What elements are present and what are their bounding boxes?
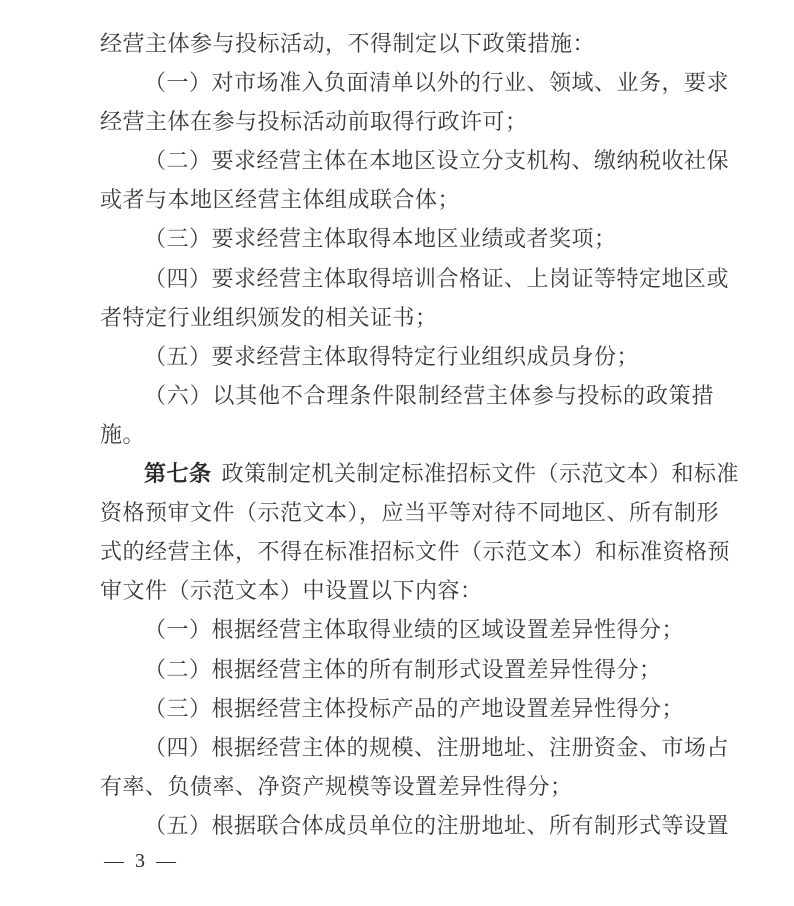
text-line xyxy=(100,650,714,689)
line-text: 者特定行业组织颁发的相关证书； xyxy=(100,304,438,330)
line-text: （三）根据经营主体投标产品的产地设置差异性得分； xyxy=(144,695,685,721)
line-text: 式的经营主体，不得在标准招标文件（示范文本）和标准资格预 xyxy=(100,539,731,565)
line-text: （二）根据经营主体的所有制形式设置差异性得分； xyxy=(144,656,662,682)
line-text: （四）根据经营主体的规模、注册地址、注册资金、市场占 xyxy=(144,734,730,760)
document-text-block xyxy=(100,24,740,845)
line-text: 经营主体参与投标活动，不得制定以下政策措施： xyxy=(100,31,596,56)
line-text: 审文件（示范文本）中设置以下内容： xyxy=(100,578,483,604)
text-line xyxy=(100,141,730,180)
line-text: 经营主体在参与投标活动前取得行政许可； xyxy=(100,109,528,135)
text-line xyxy=(100,493,720,532)
page-number: — 3 — xyxy=(104,850,179,872)
text-line xyxy=(100,610,714,649)
text-line xyxy=(100,767,714,806)
line-text: （一）对市场准入负面清单以外的行业、领域、业务，要求 xyxy=(144,70,730,96)
line-text: （一）根据经营主体取得业绩的区域设置差异性得分； xyxy=(144,617,685,643)
text-line xyxy=(100,219,714,258)
line-text: 或者与本地区经营主体组成联合体； xyxy=(100,187,461,213)
text-line xyxy=(100,454,740,493)
text-line xyxy=(100,728,730,767)
text-line xyxy=(100,689,714,728)
text-line xyxy=(100,532,731,571)
line-text: 资格预审文件（示范文本），应当平等对待不同地区、所有制形 xyxy=(100,500,720,526)
text-line xyxy=(100,298,714,337)
text-line xyxy=(100,337,714,376)
text-line xyxy=(100,571,714,610)
line-text: （六）以其他不合理条件限制经营主体参与投标的政策措 xyxy=(144,382,714,408)
text-line xyxy=(100,259,730,298)
text-line xyxy=(100,102,714,141)
line-text: 政策制定机关制定标准招标文件（示范文本）和标准 xyxy=(221,461,740,487)
article-number-label: 第七条 xyxy=(144,461,212,487)
text-line xyxy=(100,24,714,63)
line-text: （四）要求经营主体取得培训合格证、上岗证等特定地区或 xyxy=(144,265,730,291)
text-line xyxy=(100,63,730,102)
line-text: （五）要求经营主体取得特定行业组织成员身份； xyxy=(144,343,640,369)
line-text: （三）要求经营主体取得本地区业绩或者奖项； xyxy=(144,226,617,252)
text-line xyxy=(100,415,714,454)
line-text: （二）要求经营主体在本地区设立分支机构、缴纳税收社保 xyxy=(144,148,730,174)
line-text: 施。 xyxy=(100,421,146,447)
text-line xyxy=(100,180,714,219)
text-line xyxy=(100,806,730,845)
line-text: （五）根据联合体成员单位的注册地址、所有制形式等设置 xyxy=(144,812,730,838)
line-text: 有率、负债率、净资产规模等设置差异性得分； xyxy=(100,773,573,799)
text-line xyxy=(100,376,714,415)
